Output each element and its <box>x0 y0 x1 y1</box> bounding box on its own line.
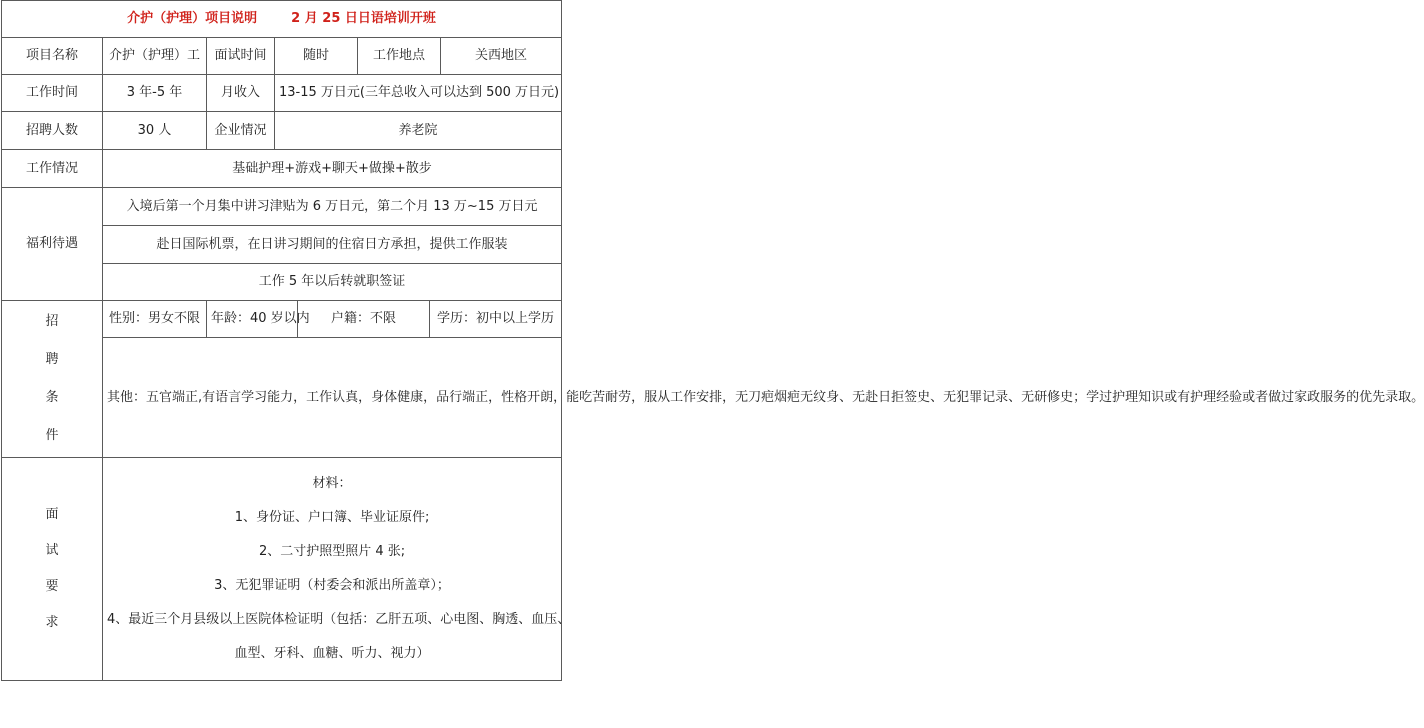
hukou-requirement: 户籍：不限 <box>298 301 430 338</box>
label-char: 要 <box>45 579 59 594</box>
headcount-label: 招聘人数 <box>2 112 103 150</box>
label-char: 面 <box>45 507 59 522</box>
monthly-income-value: 13-15 万日元(三年总收入可以达到 500 万日元) <box>275 75 562 112</box>
headcount-value: 30 人 <box>103 112 207 150</box>
benefit-item: 入境后第一个月集中讲习津贴为 6 万日元，第二个月 13 万~15 万日元 <box>103 188 562 226</box>
title-training-date: 2 月 25 日日语培训开班 <box>291 11 436 26</box>
work-location-label: 工作地点 <box>358 38 441 75</box>
work-duration-value: 3 年-5 年 <box>103 75 207 112</box>
company-label: 企业情况 <box>207 112 275 150</box>
materials-item: 4、最近三个月县级以上医院体检证明（包括：乙肝五项、心电图、胸透、血压、 <box>107 612 571 627</box>
work-content-label: 工作情况 <box>2 150 103 188</box>
benefit-item: 赴日国际机票，在日讲习期间的住宿日方承担，提供工作服装 <box>103 226 562 264</box>
interview-time-label: 面试时间 <box>207 38 275 75</box>
interview-materials <box>103 458 571 681</box>
label-char: 求 <box>45 615 59 630</box>
monthly-income-label: 月收入 <box>207 75 275 112</box>
project-name-value: 介护（护理）工 <box>103 38 207 75</box>
label-char: 条 <box>45 390 59 405</box>
interview-requirements-label <box>2 458 103 681</box>
materials-item: 材料： <box>312 476 352 491</box>
recruit-conditions-label <box>2 301 103 458</box>
work-content-value: 基础护理+游戏+聊天+做操+散步 <box>103 150 562 188</box>
company-value: 养老院 <box>275 112 562 150</box>
work-duration-label: 工作时间 <box>2 75 103 112</box>
label-char: 招 <box>45 314 59 329</box>
materials-item: 3、无犯罪证明（村委会和派出所盖章）； <box>214 578 450 593</box>
gender-requirement: 性别：男女不限 <box>103 301 207 338</box>
project-table <box>1 0 1424 681</box>
page-title <box>2 1 562 38</box>
age-requirement: 年龄：40 岁以内 <box>207 301 298 338</box>
materials-item: 血型、牙科、血糖、听力、视力） <box>234 646 430 661</box>
benefit-item: 工作 5 年以后转就职签证 <box>103 264 562 301</box>
label-char: 试 <box>45 543 59 558</box>
work-location-value: 关西地区 <box>441 38 562 75</box>
education-requirement: 学历：初中以上学历 <box>430 301 562 338</box>
benefits-label: 福利待遇 <box>2 188 103 301</box>
other-requirements: 其他：五官端正,有语言学习能力，工作认真，身体健康，品行端正，性格开朗，能吃苦耐劳，服从工作安排，无刀疤烟疤无纹身、无赴日拒签史、无犯罪记录、无研修史；学过护理知识或有护理经验或者做过家政服务的优先录取。 <box>103 338 562 458</box>
materials-item: 1、身份证、户口簿、毕业证原件; <box>234 510 430 525</box>
materials-item: 2、二寸护照型照片 4 张; <box>258 544 406 559</box>
title-project: 介护（护理）项目说明 <box>127 11 258 26</box>
project-name-label: 项目名称 <box>2 38 103 75</box>
label-char: 聘 <box>45 352 59 367</box>
label-char: 件 <box>45 428 59 443</box>
interview-time-value: 随时 <box>275 38 358 75</box>
